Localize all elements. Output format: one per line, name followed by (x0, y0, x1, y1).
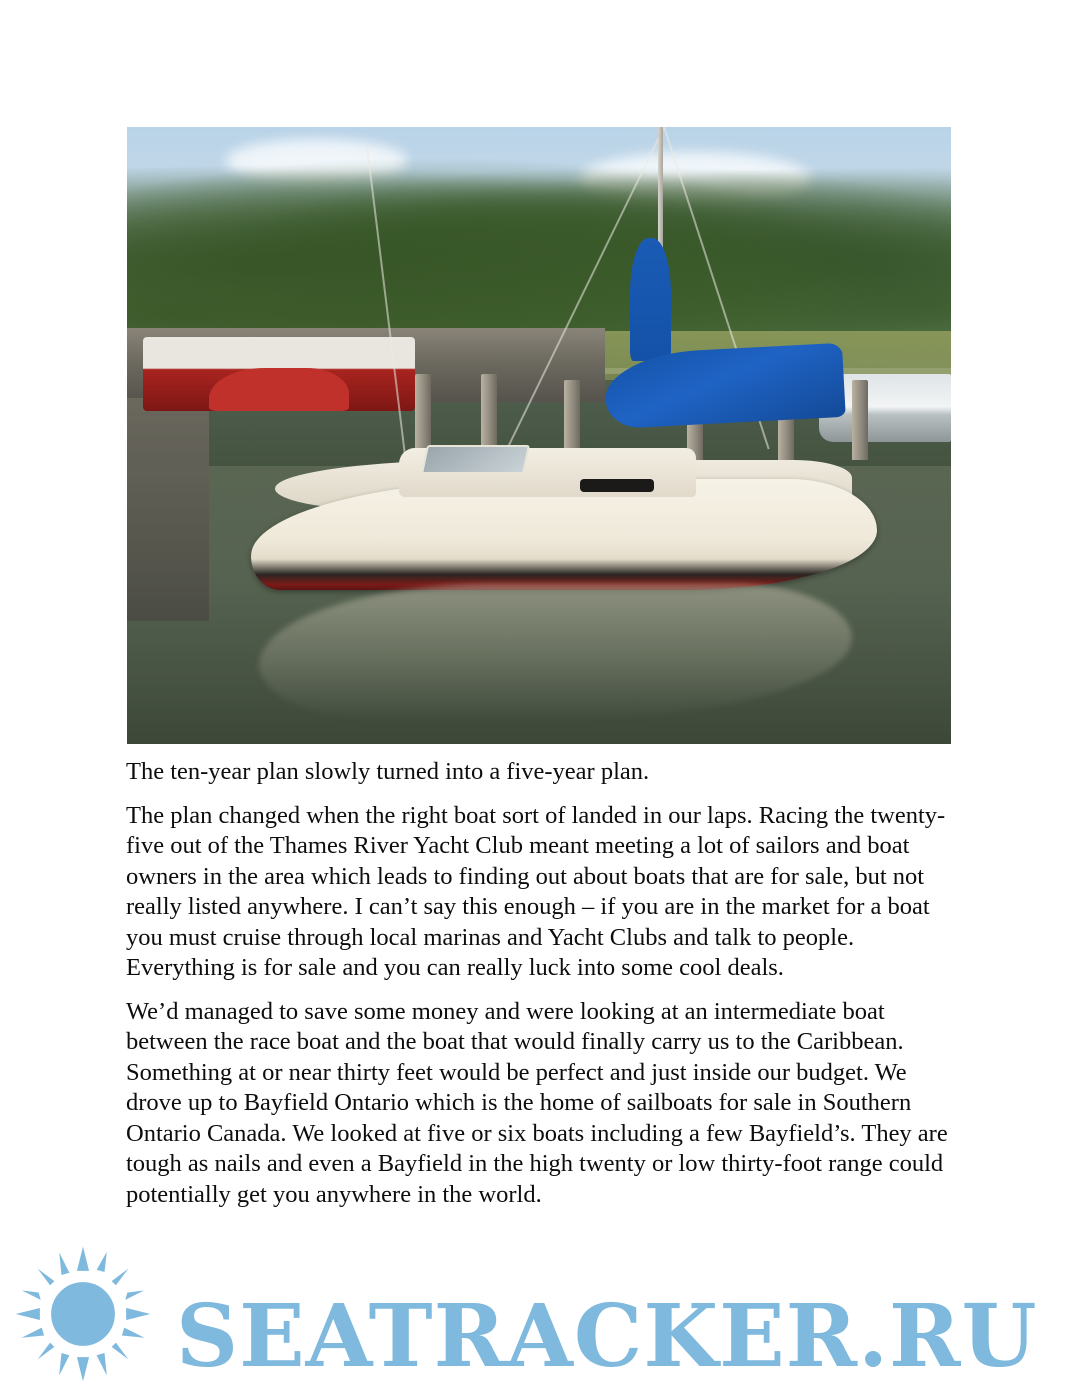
photo-red-boat-cover (209, 368, 349, 411)
photo-deck-hatch (421, 445, 530, 474)
paragraph: The ten-year plan slowly turned into a five-year plan. (126, 758, 650, 785)
sun-icon (8, 1239, 158, 1389)
photo-port-window (580, 479, 654, 493)
article-body (126, 757, 956, 1223)
paragraph: The plan changed when the right boat sort of landed in our laps. Racing the twenty-five out of the Thames River Yacht Club meant meeting a lot of sailors and boat owners in the area which leads to finding out about boats that are for sale, but not really listed anywhere. I can’t say this enough – if you are in the market for a boat you must cruise through local marinas and Yacht Clubs and talk to people. Everything is for sale and you can really luck into some cool deals. (126, 801, 946, 981)
photo-dock-left (127, 398, 209, 620)
paragraph: We’d managed to save some money and were looking at an intermediate boat between the race boat and the boat that would finally carry us to the Caribbean. Something at or near thirty feet would be perfect and just inside our budget. We drove up to Bayfield Ontario which is the home of sailboats for sale in Southern Ontario Canada. We looked at five or six boats including a few Bayfield’s. They are tough as nails and even a Bayfield in the high twenty or low thirty-foot range could potentially get you anywhere in the world. (126, 997, 948, 1208)
watermark-text: SEATRACKER.RU (176, 1286, 1038, 1387)
article-photo (127, 127, 951, 744)
photo-piling (852, 380, 868, 460)
watermark (0, 1237, 1080, 1397)
photo-sail-head (630, 238, 671, 361)
